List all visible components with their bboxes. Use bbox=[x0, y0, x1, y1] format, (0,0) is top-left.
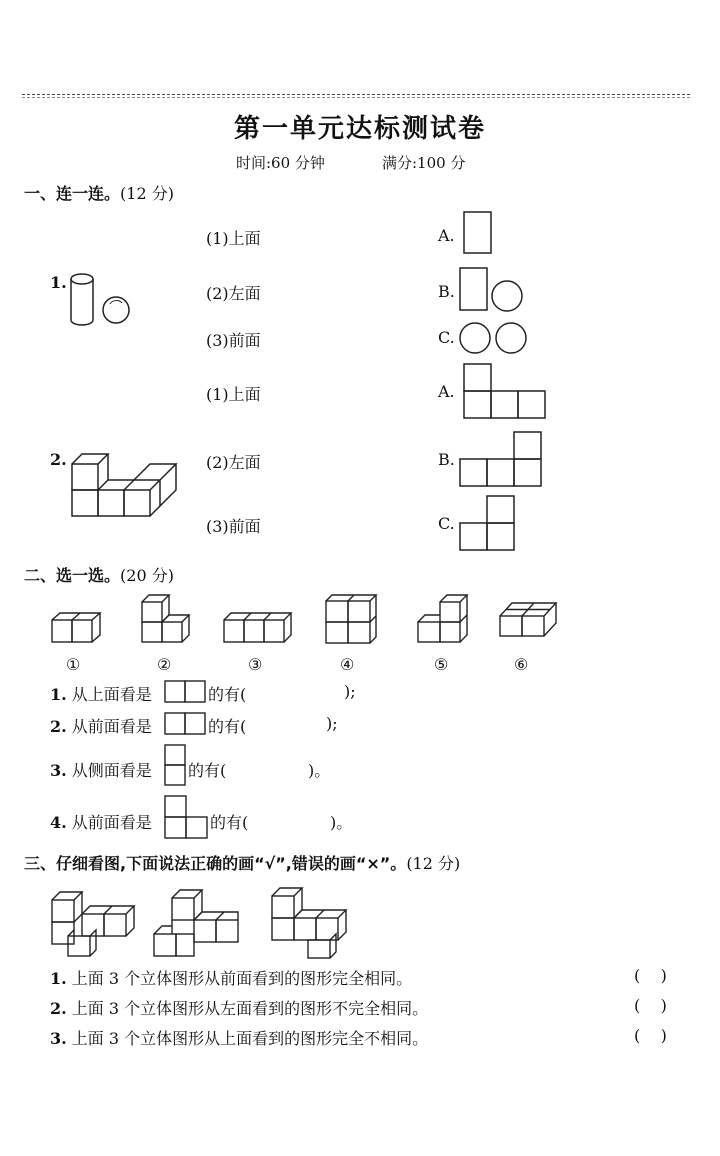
group1-option-a-label: A. bbox=[438, 226, 455, 245]
group1-option-b-rect-circle bbox=[458, 267, 528, 313]
figure-label-4: ④ bbox=[340, 655, 355, 674]
group2-view-front: (3)前面 bbox=[206, 517, 261, 536]
statement-2-answer-box[interactable]: ( ) bbox=[634, 996, 667, 1015]
group1-view-top: (1)上面 bbox=[206, 229, 261, 248]
group2-option-a-grid bbox=[462, 362, 548, 420]
statement-1-number: 1. bbox=[50, 969, 67, 988]
choice-figure-6 bbox=[498, 600, 560, 646]
q4-number: 4. bbox=[50, 813, 67, 832]
q1-shape-two-squares bbox=[164, 680, 208, 704]
figure-label-6: ⑥ bbox=[514, 655, 529, 674]
group1-option-c-two-circles bbox=[458, 321, 530, 357]
figure-label-2: ② bbox=[157, 655, 172, 674]
q3-shape-vertical-squares bbox=[164, 744, 188, 788]
group1-view-front: (3)前面 bbox=[206, 331, 261, 350]
q1-answer-prefix: 的有( bbox=[208, 685, 247, 704]
q1-text: 从上面看是 bbox=[71, 685, 152, 704]
q2-answer-close: ); bbox=[326, 714, 338, 733]
statement-2-text: 上面 3 个立体图形从左面看到的图形不完全相同。 bbox=[71, 999, 429, 1018]
q2-number: 2. bbox=[50, 717, 67, 736]
group2-view-top: (1)上面 bbox=[206, 385, 261, 404]
q3-text: 从侧面看是 bbox=[71, 761, 152, 780]
section2-heading bbox=[24, 563, 174, 586]
group2-option-c-grid bbox=[458, 494, 518, 554]
cube-stack-figure-2 bbox=[68, 446, 178, 520]
choice-figure-2 bbox=[140, 592, 192, 646]
group1-option-a-rectangle bbox=[462, 211, 494, 255]
q2-answer-prefix: 的有( bbox=[208, 717, 247, 736]
q3-answer-prefix: 的有( bbox=[188, 761, 227, 780]
statement-3-text: 上面 3 个立体图形从上面看到的图形完全不相同。 bbox=[71, 1029, 429, 1048]
solid-figure-a bbox=[50, 884, 136, 960]
group1-option-b-label: B. bbox=[438, 282, 455, 301]
group2-view-left: (2)左面 bbox=[206, 453, 261, 472]
group2-option-b-label: B. bbox=[438, 450, 455, 469]
page-title: 第一单元达标测试卷 bbox=[233, 114, 486, 144]
q4-shape-l-squares bbox=[164, 795, 210, 841]
statement-3 bbox=[50, 1026, 428, 1049]
statement-1-text: 上面 3 个立体图形从前面看到的图形完全相同。 bbox=[71, 969, 413, 988]
section3-points: (12 分) bbox=[406, 854, 461, 873]
group1-view-left: (2)左面 bbox=[206, 284, 261, 303]
header-rule bbox=[22, 94, 690, 95]
group1-option-c-label: C. bbox=[438, 328, 455, 347]
q2-shape-two-squares bbox=[164, 712, 208, 736]
group1-number: 1. bbox=[50, 273, 67, 292]
q3-answer-close: )。 bbox=[308, 761, 331, 780]
choice-question-3 bbox=[50, 758, 152, 781]
choice-figure-3 bbox=[222, 610, 294, 646]
cylinder-and-sphere-figure bbox=[66, 272, 136, 332]
q2-text: 从前面看是 bbox=[71, 717, 152, 736]
full-score: 满分:100 分 bbox=[382, 154, 466, 172]
solid-figure-c bbox=[270, 884, 356, 960]
statement-3-number: 3. bbox=[50, 1029, 67, 1048]
q4-answer-prefix: 的有( bbox=[210, 813, 249, 832]
time-limit: 时间:60 分钟 bbox=[236, 154, 325, 172]
section2-title: 二、选一选。 bbox=[24, 566, 121, 585]
choice-figure-1 bbox=[50, 610, 104, 646]
statement-2-number: 2. bbox=[50, 999, 67, 1018]
group2-number: 2. bbox=[50, 450, 67, 469]
figure-label-1: ① bbox=[66, 655, 81, 674]
section1-heading bbox=[24, 181, 174, 204]
statement-2 bbox=[50, 996, 428, 1019]
q4-answer-close: )。 bbox=[330, 813, 353, 832]
section3-heading bbox=[24, 851, 460, 874]
section1-title: 一、连一连。 bbox=[24, 184, 121, 203]
group2-option-c-label: C. bbox=[438, 514, 455, 533]
statement-1-answer-box[interactable]: ( ) bbox=[634, 966, 667, 985]
q3-number: 3. bbox=[50, 761, 67, 780]
group2-option-a-label: A. bbox=[438, 382, 455, 401]
section2-points: (20 分) bbox=[120, 566, 174, 585]
section1-points: (12 分) bbox=[120, 184, 174, 203]
header-rule-secondary bbox=[22, 97, 690, 98]
group2-option-b-grid bbox=[458, 430, 544, 488]
choice-question-1 bbox=[50, 682, 152, 705]
statement-3-answer-box[interactable]: ( ) bbox=[634, 1026, 667, 1045]
statement-1 bbox=[50, 966, 412, 989]
choice-figure-5 bbox=[416, 590, 470, 646]
figure-label-5: ⑤ bbox=[434, 655, 449, 674]
section3-title: 三、仔细看图,下面说法正确的画“√”,错误的画“×”。 bbox=[24, 854, 407, 873]
solid-figure-b bbox=[152, 884, 242, 960]
choice-figure-4 bbox=[324, 592, 378, 646]
choice-question-2 bbox=[50, 714, 152, 737]
q4-text: 从前面看是 bbox=[71, 813, 152, 832]
choice-question-4 bbox=[50, 810, 152, 833]
q1-number: 1. bbox=[50, 685, 67, 704]
q1-answer-close: ); bbox=[344, 682, 356, 701]
figure-label-3: ③ bbox=[248, 655, 263, 674]
